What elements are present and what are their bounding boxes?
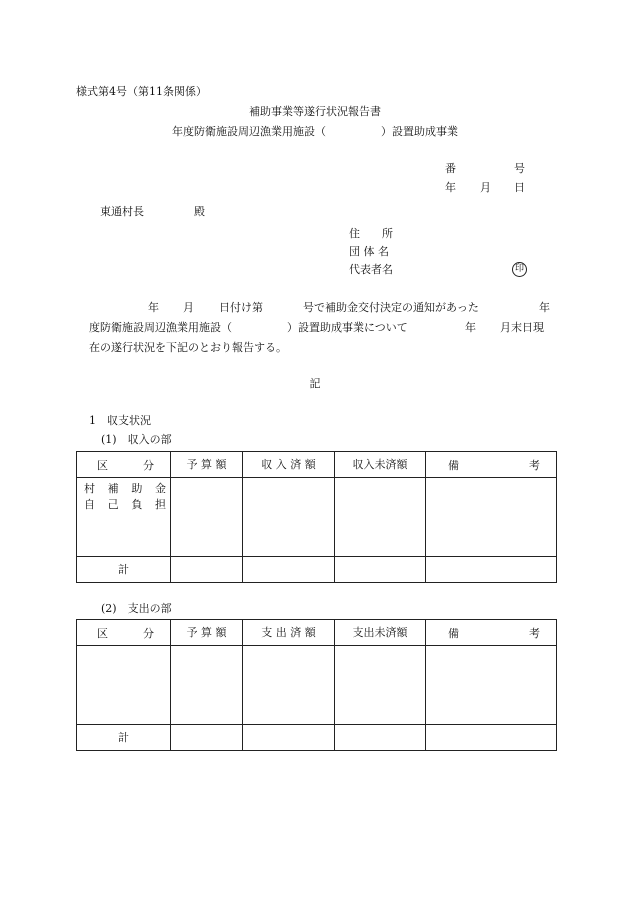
income-header-row bbox=[77, 452, 557, 478]
income-col-budget bbox=[171, 452, 243, 478]
expense-col-biko bbox=[426, 620, 557, 646]
char: 担 bbox=[154, 498, 166, 511]
income-item-self-burden bbox=[84, 499, 166, 510]
char: 金 bbox=[154, 482, 166, 495]
income-total-unreceived[interactable] bbox=[335, 557, 426, 583]
kubun-label-b: 分 bbox=[143, 627, 154, 640]
received-label: 収 入 済 額 bbox=[261, 458, 316, 471]
income-total-received[interactable] bbox=[243, 557, 335, 583]
biko-label-b: 考 bbox=[529, 627, 540, 640]
expense-total-row bbox=[77, 725, 557, 751]
income-total-biko[interactable] bbox=[426, 557, 557, 583]
expense-items-cell[interactable] bbox=[77, 646, 171, 725]
char: 負 bbox=[131, 498, 143, 511]
expense-col-kubun bbox=[77, 620, 171, 646]
unspent-label: 支出未済額 bbox=[352, 626, 408, 639]
unreceived-label: 収入未済額 bbox=[352, 458, 408, 471]
body-line1-b: 号で補助金交付決定の通知があった bbox=[303, 301, 479, 314]
date-year: 年 bbox=[445, 181, 456, 194]
char: 村 bbox=[84, 482, 95, 495]
body-year-1: 年 bbox=[148, 301, 159, 314]
income-col-biko bbox=[426, 452, 557, 478]
address-label: 住 所 bbox=[349, 227, 393, 240]
income-total-row bbox=[77, 557, 557, 583]
expense-budget-cell[interactable] bbox=[171, 646, 243, 725]
income-col-kubun bbox=[77, 452, 171, 478]
expense-header-row bbox=[77, 620, 557, 646]
income-col-unreceived bbox=[335, 452, 426, 478]
number-label: 番 bbox=[445, 162, 456, 175]
expense-total-biko[interactable] bbox=[426, 725, 557, 751]
expense-col-unspent bbox=[335, 620, 426, 646]
body-line3: 在の遂行状況を下記のとおり報告する。 bbox=[89, 341, 287, 354]
seal-icon: 印 bbox=[512, 262, 527, 277]
expense-table bbox=[76, 619, 557, 751]
body-line2-tail: 月末日現 bbox=[500, 321, 544, 334]
expense-unspent-cell[interactable] bbox=[335, 646, 426, 725]
body-month-1: 月 bbox=[183, 301, 194, 314]
expense-biko-cell[interactable] bbox=[426, 646, 557, 725]
body-line1-a: 日付け第 bbox=[219, 301, 263, 314]
biko-label-a: 備 bbox=[448, 627, 459, 640]
income-total-budget[interactable] bbox=[171, 557, 243, 583]
budget-label: 予 算 額 bbox=[186, 626, 227, 639]
income-item-village-subsidy bbox=[84, 483, 166, 494]
group-name-label: 団 体 名 bbox=[349, 245, 389, 258]
expense-total-label bbox=[77, 725, 171, 751]
expense-body-row bbox=[77, 646, 557, 725]
body-year-2: 年 bbox=[539, 301, 550, 314]
expense-col-spent bbox=[243, 620, 335, 646]
income-body-row bbox=[77, 478, 557, 557]
char: 補 bbox=[107, 482, 119, 495]
income-biko-cell[interactable] bbox=[426, 478, 557, 557]
number-suffix: 号 bbox=[514, 162, 525, 175]
expense-total-budget[interactable] bbox=[171, 725, 243, 751]
total-label: 計 bbox=[118, 731, 129, 744]
date-month: 月 bbox=[480, 181, 491, 194]
budget-label: 予 算 額 bbox=[186, 458, 227, 471]
income-received-cell[interactable] bbox=[243, 478, 335, 557]
date-day: 日 bbox=[514, 181, 525, 194]
income-budget-cell[interactable] bbox=[171, 478, 243, 557]
form-number: 様式第4号（第11条関係） bbox=[76, 85, 207, 98]
income-table bbox=[76, 451, 557, 583]
total-label: 計 bbox=[118, 563, 129, 576]
addressee-name: 東通村長 bbox=[100, 205, 144, 218]
ki-heading: 記 bbox=[309, 377, 321, 390]
biko-label-a: 備 bbox=[448, 459, 459, 472]
char: 己 bbox=[107, 498, 119, 511]
income-items-cell bbox=[77, 478, 171, 557]
kubun-label-a: 区 bbox=[97, 627, 108, 640]
expense-spent-cell[interactable] bbox=[243, 646, 335, 725]
addressee-honorific: 殿 bbox=[194, 205, 205, 218]
expense-heading: (2) 支出の部 bbox=[101, 602, 172, 615]
kubun-label-b: 分 bbox=[143, 459, 154, 472]
spent-label: 支 出 済 額 bbox=[261, 626, 316, 639]
income-unreceived-cell[interactable] bbox=[335, 478, 426, 557]
body-line2: 度防衛施設周辺漁業用施設（ ）設置助成事業について bbox=[89, 321, 408, 334]
biko-label-b: 考 bbox=[529, 459, 540, 472]
seal-mark bbox=[512, 262, 527, 277]
section1-heading: 1 収支状況 bbox=[89, 414, 151, 427]
document-title: 補助事業等遂行状況報告書 bbox=[249, 105, 381, 118]
body-year-3: 年 bbox=[465, 321, 476, 334]
char: 助 bbox=[131, 482, 143, 495]
document-subtitle: 年度防衛施設周辺漁業用施設（ ）設置助成事業 bbox=[172, 125, 458, 138]
expense-col-budget bbox=[171, 620, 243, 646]
expense-total-unspent[interactable] bbox=[335, 725, 426, 751]
kubun-label-a: 区 bbox=[97, 459, 108, 472]
representative-label: 代表者名 bbox=[349, 263, 393, 276]
income-col-received bbox=[243, 452, 335, 478]
income-heading: (1) 収入の部 bbox=[101, 433, 172, 446]
expense-total-spent[interactable] bbox=[243, 725, 335, 751]
income-total-label bbox=[77, 557, 171, 583]
char: 自 bbox=[84, 498, 95, 511]
